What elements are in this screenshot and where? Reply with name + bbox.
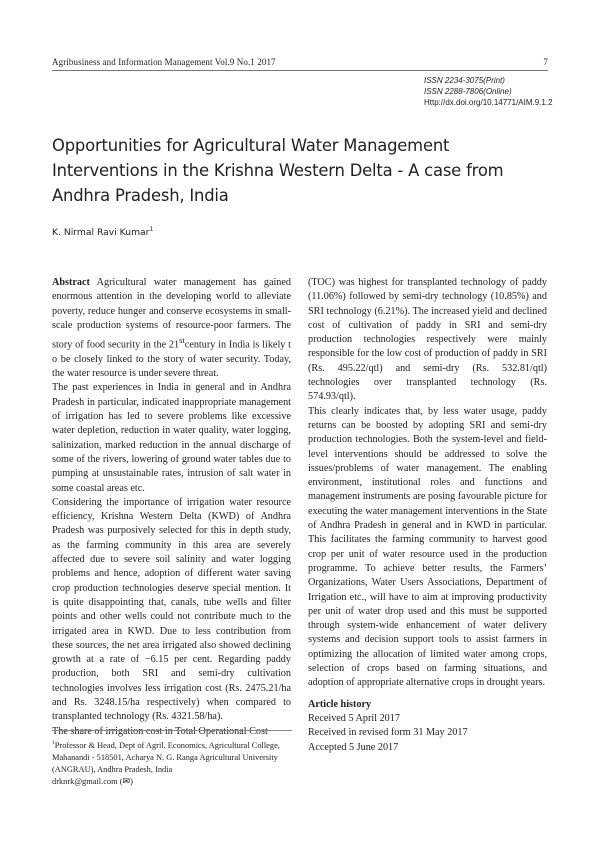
footnote-affiliation: Professor & Head, Dept of Agril. Economics, Agricultural College, Mahanandi - 518501, Acharya N. G. Ranga Agricultural University (ANGRAU), Andhra Pradesh, India (52, 740, 280, 774)
author-affiliation-marker: 1 (149, 226, 154, 233)
doi-link[interactable]: Http://dx.doi.org/10.14771/AIM.9.1.2 (424, 98, 553, 108)
article-title: Opportunities for Agricultural Water Management Interventions in the Krishna Western Delta - A case from Andhra Pradesh, India (52, 136, 504, 205)
envelope-icon: ✉ (122, 776, 131, 787)
issn-print: ISSN 2234-3075(Print) (424, 76, 505, 85)
received-date: Received 5 April 2017 (308, 712, 400, 724)
author-email[interactable]: drknrk@gmail.com (52, 776, 118, 786)
journal-name: Agribusiness and Information Management Vol.9 No.1 2017 (52, 57, 276, 67)
article-history (308, 698, 547, 755)
header-rule (52, 70, 548, 71)
right-column (308, 276, 547, 755)
abstract-paragraph-1: Abstract Agricultural water management has gained enormous attention in the developing world to alleviate poverty, reduce hunger and conserve ecosystems in small-scale production systems of resource-poor farmers. The story of food security in the 21stcentury in India is likely t o be closely linked to the story of water security. Today, the water resource is under severe threat. (52, 277, 292, 380)
issn-online: ISSN 2288-7806(Online) (424, 87, 512, 97)
footnote-marker: 1 (52, 740, 55, 746)
page-number: 7 (543, 57, 548, 67)
abstract-label: Abstract (52, 277, 90, 288)
issn-block (424, 75, 554, 109)
accepted-date: Accepted 5 June 2017 (308, 741, 399, 753)
revised-date: Received in revised form 31 May 2017 (308, 727, 468, 739)
article-history-label: Article history (308, 698, 372, 710)
abstract-paragraph-4-end: (TOC) was highest for transplanted technology of paddy (11.06%) followed by semi-dry technology (10.85%) and SRI technology (6.21%). The increased yield and declined cost of cultivation of paddy in SRI and semi-dry production technologies respectively were mainly responsible for the low cost of production of paddy in SRI (Rs. 495.22/qtl) and semi-dry (Rs. 532.81/qtl) technologies over transplanted technology (Rs. 574.93/qtl). (308, 277, 547, 403)
abstract-paragraph-2: The past experiences in India in general and in Andhra Pradesh in particular, indicated inappropriate management of irrigation has led to severe problems like excessive water depletion, reduction in water quality, water logging, salinization, marked reduction in the annual discharge of some of the rivers, lowering of ground water tables due to pumping at unsustainable rates, intrusion of salt water in some coastal areas etc. (52, 382, 291, 494)
abstract-paragraph-5: This clearly indicates that, by less water usage, paddy returns can be boosted by adopting SRI and semi-dry production technologies. Both the system-level and field-level interventions should be addressed to solve the issues/problems of water management. The enabling environment, institutional roles and functions and management instruments are posing favourable picture for executing the water management interventions in the State of Andhra Pradesh in general and in KWD in particular. This facilitates the farming community to harvest good crop per unit of water resource used in the production programme. To achieve better results, the Farmers’ Organizations, Water Users Associations, Department of Irrigation etc., will have to aim at improving productivity per unit of water drop used and this must be supported through system-wide enhancement of water delivery systems and decision support tools to assist farmers in optimizing the allocation of limited water among crops, selection of crops based on farming situations, and adoption of appropriate alternative crops in drought years. (308, 405, 547, 689)
author-line (52, 226, 153, 238)
left-column (52, 276, 291, 739)
footnote-rule (52, 730, 292, 731)
footnote: $^1$Professor & Head, Dept of Agril. Economics, Agricultural College, Mahanandi - 518501, Acharya N. G. Ranga Agricultural University (ANGRAU), Andhra Pradesh, India drknrk@gmail.com (✉) (52, 740, 280, 787)
author-name: K. Nirmal Ravi Kumar (52, 227, 150, 239)
abstract-paragraph-4-start: The share of irrigation cost in Total Operational Cost (52, 725, 268, 737)
abstract-paragraph-3: Considering the importance of irrigation water resource efficiency, Krishna Western Delta (KWD) of Andhra Pradesh was purposively selected for this in depth study, as the farming community in this area are severely affected due to severe soil salinity and water logging problems and hence, adoption of different water saving crop production technologies deserve special mention. It is quite disappointing that, canals, tube wells and filter points and other wells could not contribute much to the irrigated area in KWD. Due to less contribution from these sources, the net area irrigated also showed declining growth at a rate of −6.15 per cent. Regarding paddy production, both SRI and semi-dry cultivation technologies involves less irrigation cost (Rs. 2475.21/ha and Rs. 3248.15/ha respectively) when compared to transplanted technology (Rs. 4321.58/ha). (52, 496, 291, 723)
running-head (52, 57, 548, 67)
